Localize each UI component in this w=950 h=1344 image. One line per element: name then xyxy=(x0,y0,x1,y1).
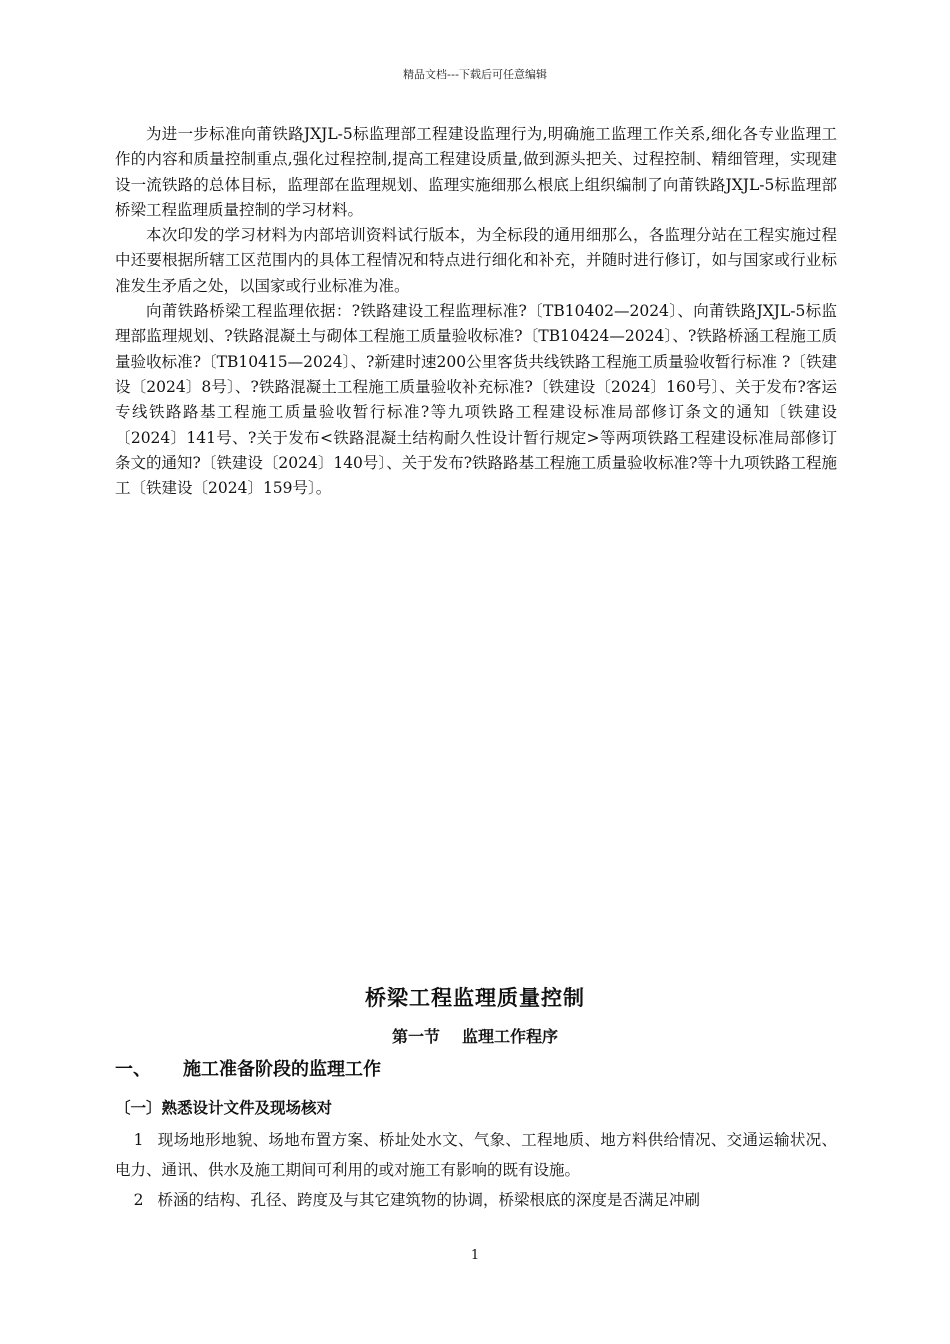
item-list xyxy=(115,1125,837,1215)
item-number: 1 xyxy=(133,1131,144,1149)
page-header: 精品文档---下载后可任意编辑 xyxy=(403,68,547,81)
section-number: 第一节 xyxy=(391,1027,440,1046)
paragraph: 为进一步标准向莆铁路JXJL-5标监理部工程建设监理行为,明确施工监理工作关系,细化各专业监理工作的内容和质量控制重点,强化过程控制,提高工程建设质量,做到源头把关、过程控制、精细管理，实现建设一流铁路的总体目标，监理部在监理规划、监理实施细那么根底上组织编制了向莆铁路JXJL-5标监理部桥梁工程监理质量控制的学习材料。 xyxy=(115,125,837,219)
document-title: 桥梁工程监理质量控制 xyxy=(365,986,585,1010)
item-text: 桥涵的结构、孔径、跨度及与其它建筑物的协调，桥梁根底的深度是否满足冲刷 xyxy=(157,1191,700,1209)
intro-text xyxy=(115,122,837,501)
paragraph: 本次印发的学习材料为内部培训资料试行版本，为全标段的通用细那么，各监理分站在工程实施过程中还要根据所辖工区范围内的具体工程情况和特点进行细化和补充，并随时进行修订，如与国家或行业标准发生矛盾之处，以国家或行业标准为准。 xyxy=(115,226,837,295)
list-item xyxy=(115,1185,837,1215)
paragraph: 向莆铁路桥梁工程监理依据：?铁路建设工程监理标准?〔TB10402—2024〕、向莆铁路JXJL-5标监理部监理规划、?铁路混凝土与砌体工程施工质量验收标准?〔TB10424—2024〕、?铁路桥涵工程施工质量验收标准?〔TB10415—2024〕、?新建时速200公里客货共线铁路工程施工质量验收暂行标准 ?〔铁建设〔2024〕8号〕、?铁路混凝土工程施工质量验收补充标准?〔铁建设〔2024〕160号〕、关于发布?客运专线铁路路基工程施工质量验收暂行标准?等九项铁路工程建设标准局部修订条文的通知〔铁建设〔2024〕141号、?关于发布<铁路混凝土结构耐久性设计暂行规定>等两项铁路工程建设标准局部修订条文的通知?〔铁建设〔2024〕140号〕、关于发布?铁路路基工程施工质量验收标准?等十九项铁路工程施工〔铁建设〔2024〕159号〕。 xyxy=(115,302,837,498)
list-item xyxy=(115,1125,837,1185)
section-heading xyxy=(0,1024,950,1047)
heading-number: 一、 xyxy=(115,1059,151,1080)
item-text: 现场地形地貌、场地布置方案、桥址处水文、气象、工程地质、地方料供给情况、交通运输状况、电力、通讯、供水及施工期间可利用的或对施工有影响的既有设施。 xyxy=(115,1131,837,1179)
heading-label: 施工准备阶段的监理工作 xyxy=(183,1059,381,1080)
heading-level-1 xyxy=(115,1055,381,1081)
heading-level-2: 〔一〕熟悉设计文件及现场核对 xyxy=(115,1099,333,1117)
section-label: 监理工作程序 xyxy=(462,1027,559,1046)
item-number: 2 xyxy=(133,1191,144,1209)
page-number: 1 xyxy=(470,1248,480,1263)
